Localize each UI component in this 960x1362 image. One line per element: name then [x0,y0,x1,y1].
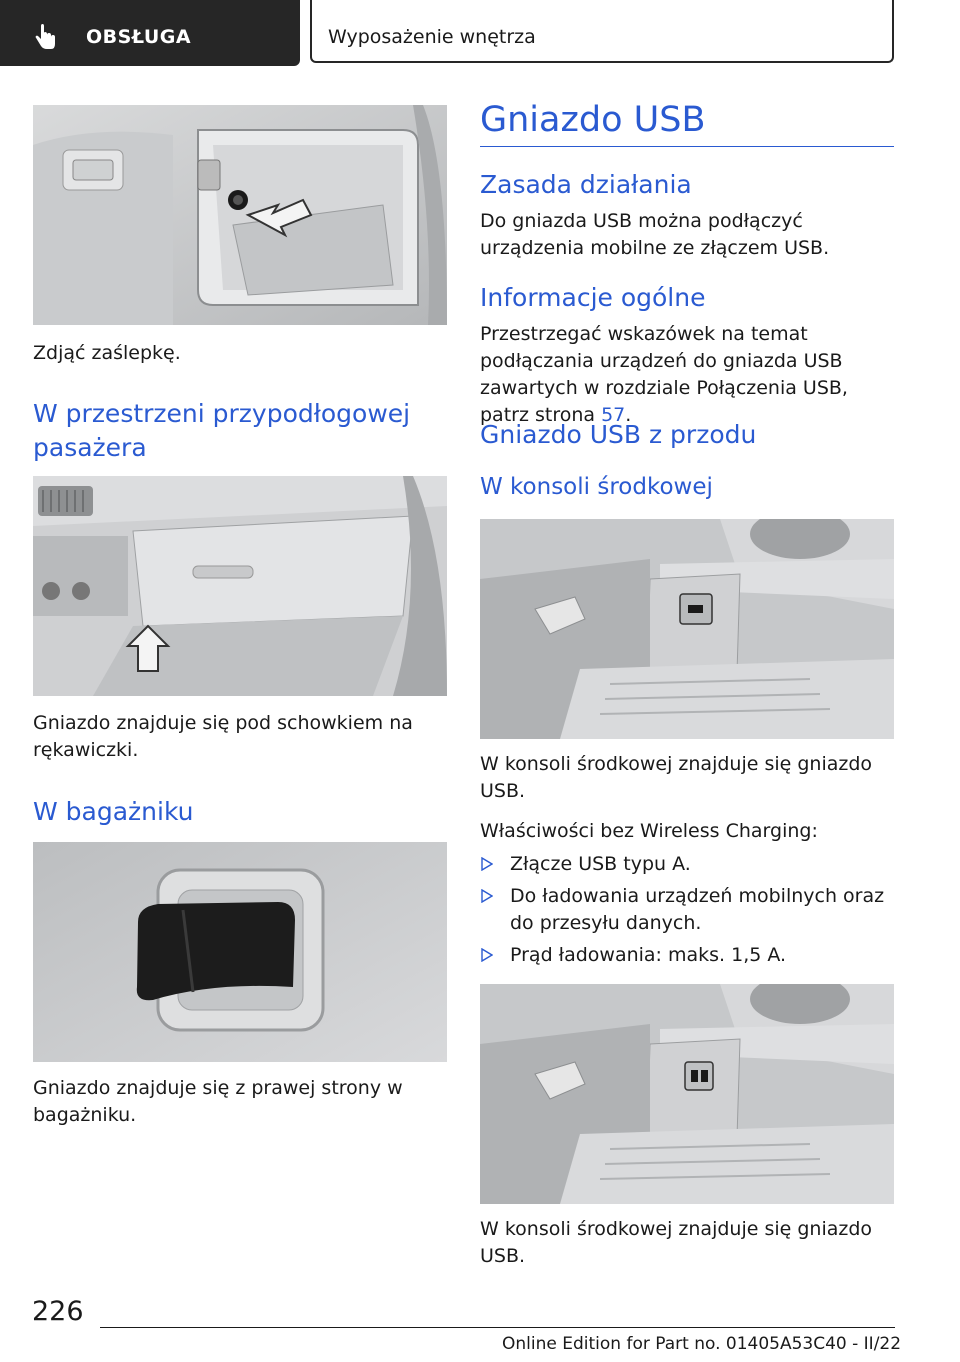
principle-text: Do gniazda USB można podłączyć urządzenia mobilne ze złączem USB. [480,210,830,259]
properties-intro: Właściwości bez Wireless Charging: [480,820,818,842]
caption-console-1: W konsoli środkowej znajduje się gniazdo USB. [480,753,873,802]
heading-center-console: W konsoli środkowej [480,474,713,500]
heading-general-info: Informacje ogólne [480,283,706,312]
heading-passenger-footwell: W przestrzeni przypodłogowej pasażera [33,399,411,462]
photo-console-usb-2 [480,984,894,1204]
heading-trunk: W bagażniku [33,797,194,826]
triangle-bullet-icon [481,857,493,871]
page-link[interactable]: 57 [601,404,626,426]
page-number: 226 [32,1296,84,1327]
section-label: OBSŁUGA [86,26,192,48]
photo-trunk-socket [33,842,447,1062]
triangle-bullet-icon [481,948,493,962]
chapter-label: Wyposażenie wnętrza [328,26,536,48]
section-tab [0,0,300,66]
caption-console-2: W konsoli środkowej znajduje się gniazdo USB. [480,1218,873,1267]
title-rule [480,146,894,147]
heading-front-usb: Gniazdo USB z przodu [480,420,757,449]
page-title: Gniazdo USB [480,100,706,140]
chapter-tab [310,0,894,63]
footer-rule [100,1327,895,1328]
heading-principle: Zasada działania [480,170,692,199]
hand-pointer-icon [30,22,60,52]
photo-console-usb-1 [480,519,894,739]
edition-label: Online Edition for Part no. 01405A53C40 - II/22 [502,1334,902,1354]
triangle-bullet-icon [481,889,493,903]
page-header [0,0,960,66]
photo-passenger-footwell [33,476,447,696]
photo-usb-cover [33,105,447,325]
caption-trunk-right: Gniazdo znajduje się z prawej strony w bagażniku. [33,1077,403,1126]
general-info-text: Przestrzegać wskazówek na temat podłączania urządzeń do gniazda USB zawartych w rozdziale Połączenia USB, patrz strona 57. [480,323,848,426]
caption-remove-cover: Zdjąć zaślepkę. [33,342,181,364]
caption-under-glovebox: Gniazdo znajduje się pod schowkiem na rękawiczki. [33,712,413,761]
